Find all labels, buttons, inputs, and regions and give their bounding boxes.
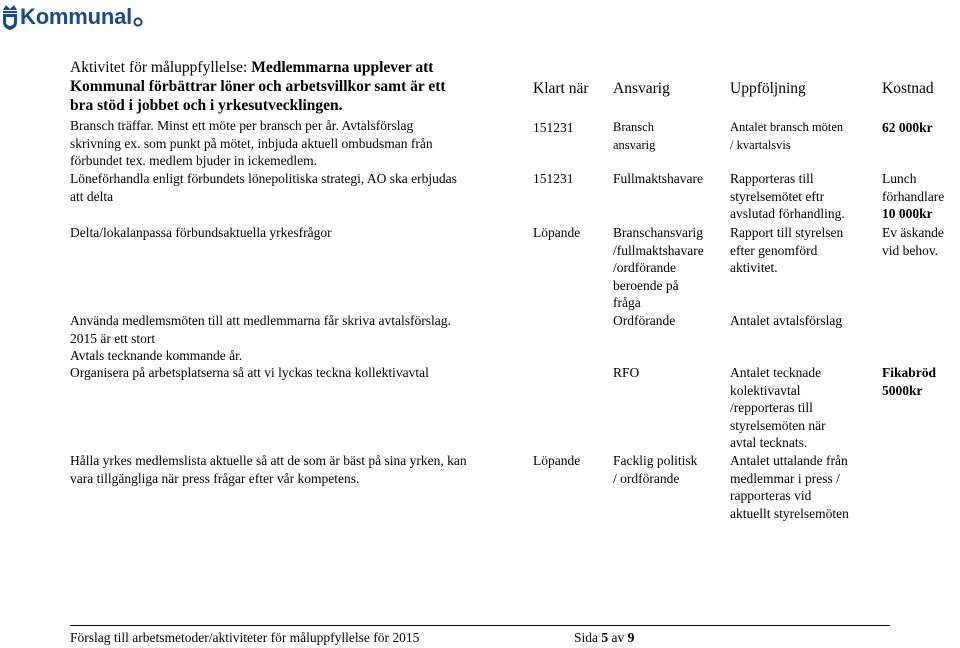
ansvarig-value: RFO xyxy=(613,365,640,380)
column-header-kostnad: Kostnad xyxy=(882,80,934,97)
klart-value: Löpande xyxy=(533,453,581,468)
activity-text: Använda medlemsmöten till att medlemmarna får skriva avtalsförslag. 2015 är ett stort Avtals tecknande kommande år. xyxy=(70,313,451,363)
klart-value: 151231 xyxy=(533,171,574,186)
activity-text: Hålla yrkes medlemslista aktuelle så att de som är bäst på sina yrken, kan vara tillgängliga när press frågar efter vår kompetens. xyxy=(70,453,467,486)
klart-value: Löpande xyxy=(533,225,581,240)
kostnad-value: 62 000kr xyxy=(882,120,933,135)
klart-value: 151231 xyxy=(533,120,574,135)
uppfoljning-value: Antalet tecknade kolektivavtal /repporteras till styrelsemöten när avtal tecknats. xyxy=(730,365,826,450)
column-header-ansvarig: Ansvarig xyxy=(613,80,670,97)
kostnad-value: Ev äskande vid behov. xyxy=(882,225,944,258)
brand-ring-icon xyxy=(133,17,143,27)
footer-title: Förslag till arbetsmetoder/aktiviteter för måluppfyllelse för 2015 xyxy=(70,630,420,645)
page-indicator: Sida 5 av 9 xyxy=(574,630,635,645)
uppfoljning-value: Antalet uttalande från medlemmar i press / rapporteras vid aktuellt styrelsemöten xyxy=(730,453,849,521)
crown-shield-icon xyxy=(2,4,18,30)
ansvarig-value: Ordförande xyxy=(613,313,676,328)
uppfoljning-value: Antalet bransch möten / kvartalsvis xyxy=(730,120,844,152)
activity-title-line2: Kommunal förbättrar löner och arbetsvillkor samt är ett xyxy=(70,78,446,95)
brand-name: Kommunal xyxy=(20,4,133,29)
ansvarig-value: Fullmaktshavare xyxy=(613,171,703,186)
ansvarig-value: Facklig politisk / ordförande xyxy=(613,453,698,486)
activity-text: Organisera på arbetsplatserna så att vi lyckas teckna kollektivavtal xyxy=(70,365,429,380)
activity-title-line3: bra stöd i jobbet och i yrkesutvecklingen. xyxy=(70,97,343,114)
kostnad-value: Fikabröd 5000kr xyxy=(882,365,937,398)
column-header-uppfoljning: Uppföljning xyxy=(730,80,806,97)
activity-text: Löneförhandla enligt förbundets lönepolitiska strategi, AO ska erbjudas att delta xyxy=(70,171,457,204)
uppfoljning-value: Rapport till styrelsen efter genomförd aktivitet. xyxy=(730,225,844,275)
footer-divider xyxy=(70,625,890,626)
activity-title-line1: Aktivitet för måluppfyllelse: Medlemmarna upplever att xyxy=(70,59,434,76)
activity-text: Bransch träffar. Minst ett möte per bransch per år. Avtalsförslag skrivning ex. som punkt på mötet, inbjuda aktuell ombudsman från förbundet tex. medlem bjuder in ickemedlem. xyxy=(70,118,433,168)
uppfoljning-value: Antalet avtalsförslag xyxy=(730,313,843,328)
ansvarig-value: Bransch ansvarig xyxy=(613,120,656,152)
activity-text: Delta/lokalanpassa förbundsaktuella yrkesfrågor xyxy=(70,225,332,240)
kostnad-value: Lunch förhandlare 10 000kr xyxy=(882,171,945,221)
kommunal-logo xyxy=(2,2,143,32)
ansvarig-value: Branschansvarig /fullmaktshavare /ordförande beroende på fråga xyxy=(613,225,704,310)
uppfoljning-value: Rapporteras till styrelsemötet eftr avslutad förhandling. xyxy=(730,171,845,221)
column-header-klart: Klart när xyxy=(533,80,589,97)
